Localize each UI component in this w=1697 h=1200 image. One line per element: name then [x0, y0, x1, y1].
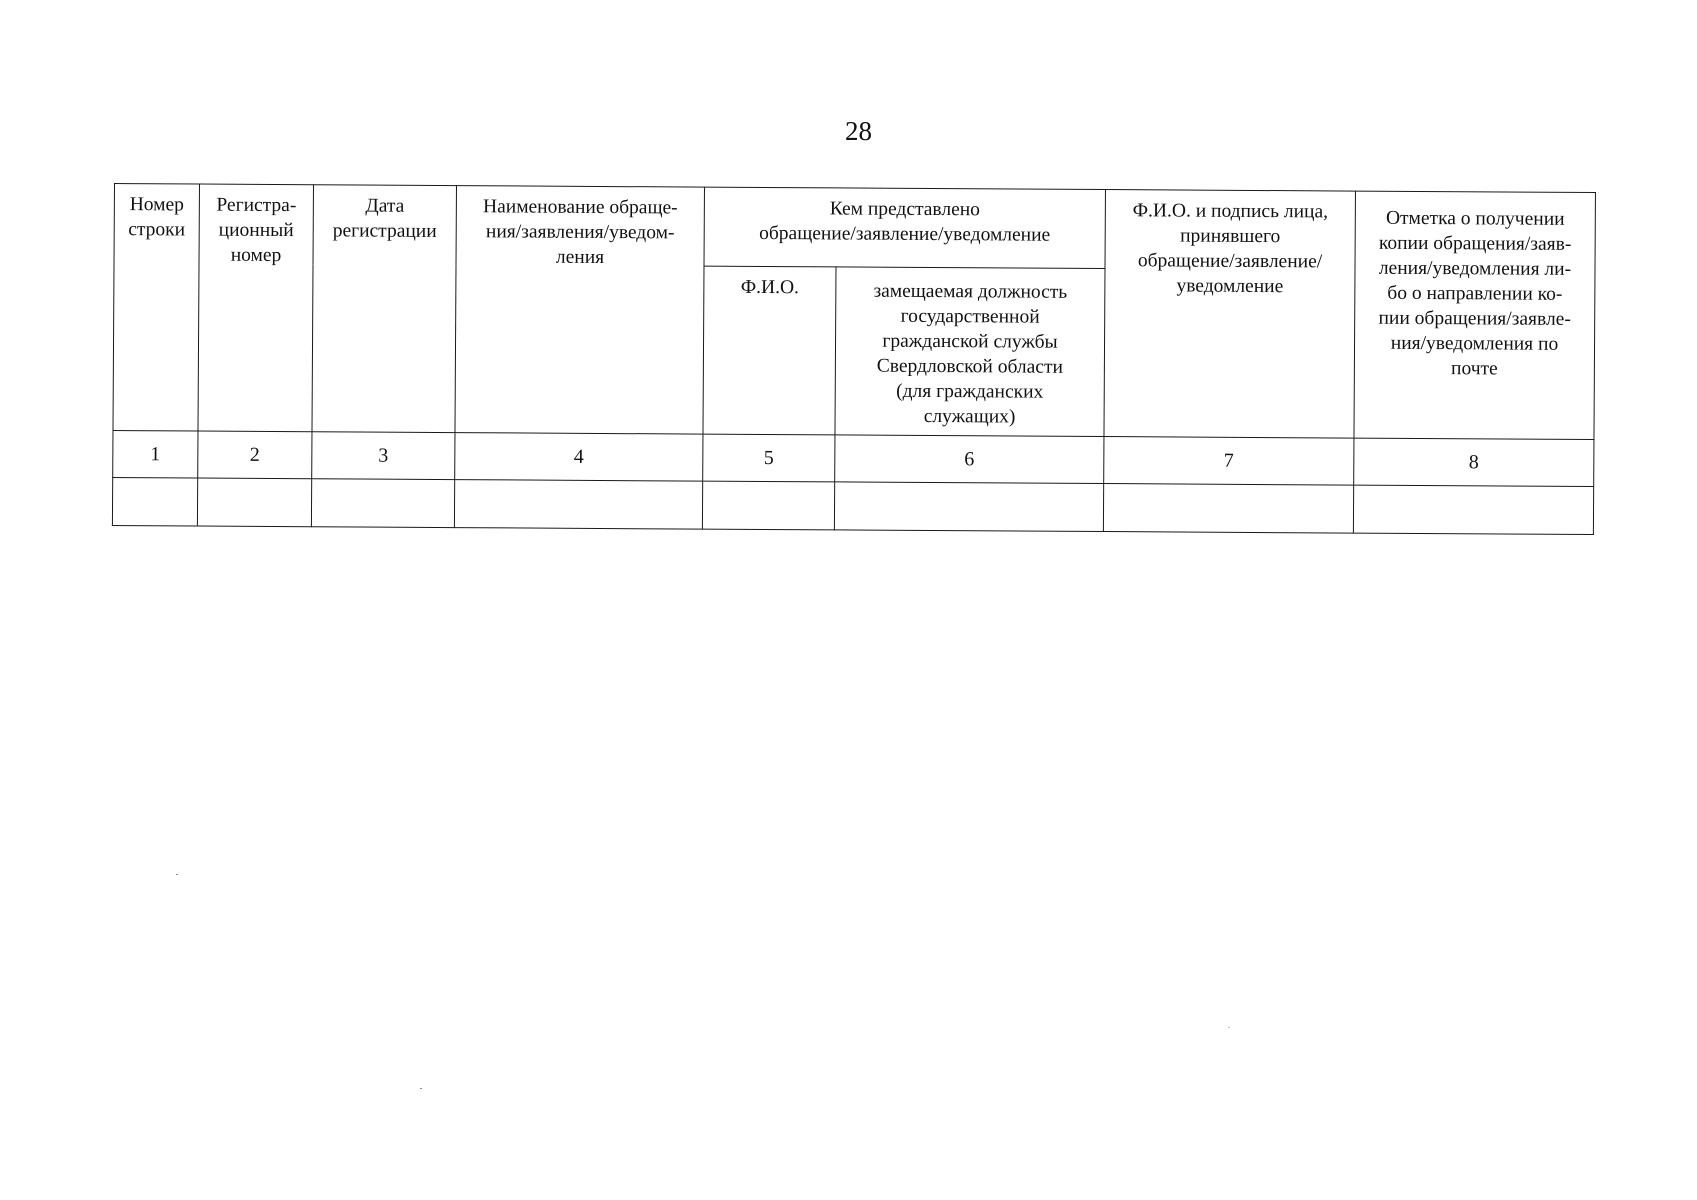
empty-cell [197, 478, 311, 527]
header-registration-date: Дата регистрации [312, 185, 457, 433]
column-number: 8 [1354, 438, 1594, 486]
column-number: 4 [455, 433, 703, 482]
column-number: 6 [835, 435, 1104, 484]
empty-cell [1103, 484, 1353, 534]
empty-cell [311, 479, 454, 528]
empty-cell [1353, 485, 1593, 534]
header-copy-receipt-mark: Отметка о получении копии обращения/заяв- ления/уведомления ли- бо о направлении ко- пии обращения/заявле- ния/уведомления по почте [1354, 191, 1596, 439]
scan-speck [176, 874, 178, 875]
header-line-number: Номер строки [113, 184, 200, 432]
header-document-name: Наименование обраще- ния/заявления/уведом- ления [455, 186, 705, 435]
scan-speck [1228, 1027, 1230, 1028]
empty-cell [454, 480, 702, 530]
header-civil-service-position: замещаемая должность государственной гражданской службы Свердловской области (для гражданских служащих) [835, 267, 1105, 437]
empty-cell [834, 482, 1103, 532]
column-number: 3 [312, 432, 455, 480]
empty-entry-row [112, 477, 1593, 534]
column-number: 2 [198, 431, 312, 479]
header-registration-number: Регистра- ционный номер [198, 184, 314, 432]
column-number: 1 [113, 430, 198, 478]
empty-cell [112, 477, 197, 526]
header-receiver-signature: Ф.И.О. и подпись лица, принявшего обращение/заявление/ уведомление [1104, 190, 1356, 439]
registration-journal-table [112, 183, 1596, 535]
empty-cell [702, 481, 834, 530]
column-number: 5 [703, 434, 835, 482]
header-submitted-by: Кем представлено обращение/заявление/уведомление [704, 187, 1105, 268]
page-number: 28 [845, 116, 872, 146]
header-full-name: Ф.И.О. [703, 266, 836, 435]
column-number: 7 [1104, 437, 1354, 486]
header-row-main [114, 184, 1595, 272]
scan-speck [420, 1088, 422, 1089]
